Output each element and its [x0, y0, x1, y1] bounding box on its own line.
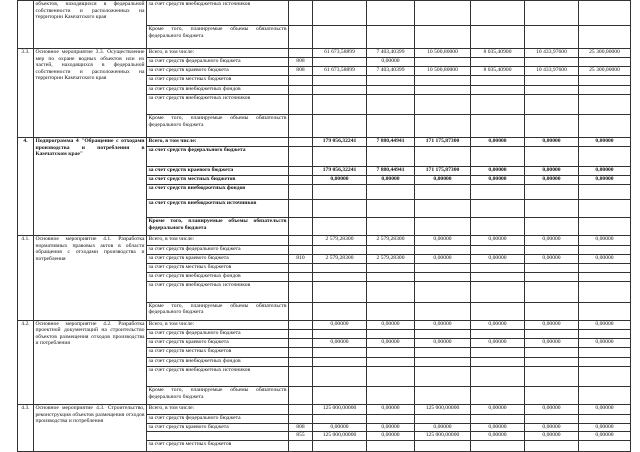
- funding-source: за счет средств внебюджетных источников: [147, 199, 289, 217]
- funding-source: за счет средств федерального бюджета: [147, 245, 289, 254]
- amount-cell: [471, 414, 525, 423]
- amount-cell: [471, 94, 525, 115]
- amount-cell: [313, 272, 367, 281]
- amount-cell: [471, 147, 525, 166]
- amount-cell: [471, 1, 525, 26]
- item-number: 4.: [18, 138, 34, 236]
- budget-code: [289, 184, 313, 199]
- amount-cell: [313, 245, 367, 254]
- budget-code: [289, 387, 313, 405]
- amount-cell: [471, 263, 525, 272]
- amount-cell: 0,00000: [525, 166, 579, 175]
- amount-cell: [415, 282, 471, 303]
- amount-cell: [579, 199, 631, 217]
- amount-cell: [525, 76, 579, 85]
- amount-cell: [579, 218, 631, 236]
- amount-cell: [471, 58, 525, 67]
- budget-code: 855: [289, 432, 313, 441]
- amount-cell: [525, 147, 579, 166]
- amount-cell: 125 000,00000: [415, 432, 471, 441]
- amount-cell: [525, 357, 579, 366]
- amount-cell: [415, 366, 471, 387]
- funding-source: за счет средств внебюджетных фондов: [147, 357, 289, 366]
- amount-cell: 125 000,00000: [415, 405, 471, 414]
- amount-cell: [525, 282, 579, 303]
- amount-cell: 7 880,44941: [367, 166, 415, 175]
- funding-source: за счет средств внебюджетных фондов: [147, 184, 289, 199]
- item-description: Подпрограмма 4 "Обращение с отходами производства и потребления в Камчатском крае": [34, 138, 147, 236]
- amount-cell: [313, 26, 367, 49]
- amount-cell: [415, 302, 471, 320]
- budget-code: [289, 94, 313, 115]
- budget-code: [289, 366, 313, 387]
- amount-cell: [471, 366, 525, 387]
- amount-cell: [415, 330, 471, 339]
- amount-cell: 171 175,87300: [415, 166, 471, 175]
- amount-cell: 2 579,28300: [367, 236, 415, 245]
- amount-cell: [415, 387, 471, 405]
- funding-source: Кроме того, планируемые объемы обязательств федерального бюджета: [147, 115, 289, 138]
- amount-cell: [415, 414, 471, 423]
- amount-cell: [579, 184, 631, 199]
- budget-code: 808: [289, 58, 313, 67]
- amount-cell: 0,00000: [367, 339, 415, 348]
- amount-cell: 0,00000: [415, 423, 471, 432]
- amount-cell: 0,00000: [471, 175, 525, 184]
- amount-cell: [471, 272, 525, 281]
- amount-cell: [313, 1, 367, 26]
- item-description: Основное мероприятие 4.2. Разработка проектной документаций на строительство объектов размещения отходов производства и потребления: [34, 320, 147, 405]
- budget-code: 808: [289, 423, 313, 432]
- amount-cell: [313, 441, 367, 452]
- amount-cell: 0,00000: [415, 339, 471, 348]
- budget-code: [289, 218, 313, 236]
- amount-cell: [367, 218, 415, 236]
- amount-cell: [415, 357, 471, 366]
- amount-cell: 0,00000: [471, 432, 525, 441]
- table-row: [18, 320, 631, 329]
- item-description: Основное мероприятие 4.3. Строительство, реконструкция объектов размещения отходов производства и потребления: [34, 405, 147, 452]
- amount-cell: [313, 184, 367, 199]
- amount-cell: [579, 1, 631, 26]
- funding-source: [147, 432, 289, 441]
- amount-cell: [313, 366, 367, 387]
- amount-cell: [367, 147, 415, 166]
- amount-cell: [579, 147, 631, 166]
- amount-cell: 61 673,58899: [313, 49, 367, 58]
- amount-cell: [367, 184, 415, 199]
- budget-code: [289, 330, 313, 339]
- amount-cell: 0,00000: [525, 432, 579, 441]
- amount-cell: 0,00000: [415, 254, 471, 263]
- item-number: 4.2.: [18, 320, 34, 405]
- amount-cell: [525, 272, 579, 281]
- amount-cell: [525, 245, 579, 254]
- amount-cell: [415, 263, 471, 272]
- amount-cell: [471, 387, 525, 405]
- amount-cell: [471, 184, 525, 199]
- amount-cell: 0,00000: [367, 175, 415, 184]
- amount-cell: 0,00000: [579, 166, 631, 175]
- item-description: объектов, находящихся в федеральной собственности и расположенных на территории Камчатского края: [34, 1, 147, 49]
- amount-cell: [313, 115, 367, 138]
- amount-cell: [313, 58, 367, 67]
- amount-cell: [525, 263, 579, 272]
- amount-cell: [313, 414, 367, 423]
- amount-cell: [579, 94, 631, 115]
- amount-cell: 0,00000: [471, 254, 525, 263]
- amount-cell: [579, 302, 631, 320]
- amount-cell: 0,00000: [579, 138, 631, 147]
- amount-cell: 171 175,87300: [415, 138, 471, 147]
- amount-cell: [415, 218, 471, 236]
- amount-cell: [471, 76, 525, 85]
- amount-cell: 0,00000: [313, 339, 367, 348]
- amount-cell: [367, 1, 415, 26]
- amount-cell: [367, 302, 415, 320]
- amount-cell: 61 673,58899: [313, 67, 367, 76]
- amount-cell: [415, 184, 471, 199]
- funding-source: за счет средств местных бюджетов: [147, 441, 289, 452]
- funding-source: за счет средств краевого бюджета: [147, 423, 289, 432]
- amount-cell: [525, 115, 579, 138]
- amount-cell: 7 403,40399: [367, 67, 415, 76]
- funding-source: за счет средств внебюджетных фондов: [147, 85, 289, 94]
- table-row: [18, 49, 631, 58]
- amount-cell: 0,00000: [579, 423, 631, 432]
- amount-cell: [471, 357, 525, 366]
- funding-source: за счет средств краевого бюджета: [147, 67, 289, 76]
- amount-cell: 0,00000: [579, 339, 631, 348]
- budget-code: [289, 441, 313, 452]
- funding-source: за счет средств федерального бюджета: [147, 147, 289, 166]
- amount-cell: 0,00000: [525, 423, 579, 432]
- amount-cell: [579, 85, 631, 94]
- budget-code: [289, 49, 313, 58]
- amount-cell: [367, 85, 415, 94]
- amount-cell: [525, 330, 579, 339]
- amount-cell: [367, 199, 415, 217]
- amount-cell: 8 035,40900: [471, 67, 525, 76]
- funding-source: за счет средств краевого бюджета: [147, 254, 289, 263]
- funding-source: за счет средств федерального бюджета: [147, 58, 289, 67]
- budget-code: [289, 199, 313, 217]
- amount-cell: 0,00000: [313, 320, 367, 329]
- table-row: [18, 236, 631, 245]
- amount-cell: 0,00000: [525, 339, 579, 348]
- amount-cell: 0,00000: [415, 236, 471, 245]
- amount-cell: 10 500,80000: [415, 49, 471, 58]
- amount-cell: 7 880,44941: [367, 138, 415, 147]
- amount-cell: [579, 245, 631, 254]
- amount-cell: [367, 414, 415, 423]
- amount-cell: [471, 115, 525, 138]
- funding-source: Всего, в том числе:: [147, 405, 289, 414]
- amount-cell: [367, 76, 415, 85]
- amount-cell: 179 056,32241: [313, 166, 367, 175]
- funding-source: за счет средств внебюджетных источников: [147, 1, 289, 26]
- funding-source: Всего, в том числе:: [147, 138, 289, 147]
- funding-source: Кроме того, планируемые объемы обязательств федерального бюджета: [147, 26, 289, 49]
- amount-cell: 7 403,40399: [367, 49, 415, 58]
- funding-source: за счет средств внебюджетных источников: [147, 94, 289, 115]
- amount-cell: [471, 302, 525, 320]
- amount-cell: [471, 348, 525, 357]
- amount-cell: [579, 441, 631, 452]
- amount-cell: 0,00000: [525, 138, 579, 147]
- amount-cell: [525, 94, 579, 115]
- amount-cell: [579, 58, 631, 67]
- amount-cell: [415, 441, 471, 452]
- amount-cell: [367, 272, 415, 281]
- budget-code: [289, 348, 313, 357]
- amount-cell: [415, 26, 471, 49]
- amount-cell: [367, 387, 415, 405]
- amount-cell: 2 579,28300: [313, 254, 367, 263]
- amount-cell: [313, 76, 367, 85]
- amount-cell: 0,00000: [471, 339, 525, 348]
- amount-cell: [367, 330, 415, 339]
- funding-source: за счет средств местных бюджетов: [147, 175, 289, 184]
- amount-cell: [471, 441, 525, 452]
- amount-cell: [471, 282, 525, 303]
- funding-source: за счет средств местных бюджетов: [147, 263, 289, 272]
- amount-cell: [367, 366, 415, 387]
- amount-cell: [313, 199, 367, 217]
- funding-source: за счет средств краевого бюджета: [147, 166, 289, 175]
- amount-cell: [579, 348, 631, 357]
- amount-cell: 0,00000: [367, 320, 415, 329]
- funding-source: за счет средств внебюджетных фондов: [147, 272, 289, 281]
- amount-cell: [471, 245, 525, 254]
- amount-cell: [525, 348, 579, 357]
- budget-code: [289, 147, 313, 166]
- budget-code: [289, 302, 313, 320]
- amount-cell: [579, 76, 631, 85]
- budget-code: [289, 282, 313, 303]
- amount-cell: [415, 1, 471, 26]
- budget-code: 810: [289, 254, 313, 263]
- amount-cell: [313, 147, 367, 166]
- amount-cell: [415, 76, 471, 85]
- budget-code: [289, 320, 313, 329]
- amount-cell: [415, 147, 471, 166]
- amount-cell: [313, 348, 367, 357]
- amount-cell: [313, 357, 367, 366]
- budget-code: [289, 236, 313, 245]
- amount-cell: [579, 387, 631, 405]
- amount-cell: 2 579,28300: [367, 254, 415, 263]
- amount-cell: 0,00000: [579, 405, 631, 414]
- budget-code: [289, 76, 313, 85]
- amount-cell: [367, 115, 415, 138]
- amount-cell: [313, 330, 367, 339]
- amount-cell: 0,00000: [471, 423, 525, 432]
- budget-code: [289, 405, 313, 414]
- budget-code: [289, 166, 313, 175]
- amount-cell: 0,00000: [579, 236, 631, 245]
- amount-cell: [471, 26, 525, 49]
- amount-cell: 0,00000: [367, 58, 415, 67]
- amount-cell: 0,00000: [471, 236, 525, 245]
- amount-cell: [415, 94, 471, 115]
- amount-cell: [579, 26, 631, 49]
- amount-cell: [471, 218, 525, 236]
- amount-cell: 0,00000: [415, 175, 471, 184]
- item-number: 4.3.: [18, 405, 34, 452]
- amount-cell: 0,00000: [579, 254, 631, 263]
- budget-code: [289, 414, 313, 423]
- amount-cell: [579, 366, 631, 387]
- amount-cell: 10 433,97600: [525, 67, 579, 76]
- amount-cell: 125 000,00000: [313, 432, 367, 441]
- amount-cell: [525, 302, 579, 320]
- amount-cell: 0,00000: [471, 405, 525, 414]
- amount-cell: 0,00000: [313, 423, 367, 432]
- amount-cell: [415, 348, 471, 357]
- amount-cell: 8 035,40900: [471, 49, 525, 58]
- amount-cell: [525, 58, 579, 67]
- amount-cell: 0,00000: [525, 405, 579, 414]
- amount-cell: [367, 357, 415, 366]
- amount-cell: 25 300,00000: [579, 67, 631, 76]
- budget-code: [289, 1, 313, 26]
- amount-cell: [367, 348, 415, 357]
- amount-cell: [367, 245, 415, 254]
- funding-source: за счет средств местных бюджетов: [147, 348, 289, 357]
- amount-cell: [471, 199, 525, 217]
- budget-code: 808: [289, 67, 313, 76]
- amount-cell: 0,00000: [525, 320, 579, 329]
- amount-cell: 0,00000: [579, 432, 631, 441]
- amount-cell: 25 300,00000: [579, 49, 631, 58]
- amount-cell: 0,00000: [367, 405, 415, 414]
- item-number: 3.3.: [18, 49, 34, 138]
- amount-cell: [525, 1, 579, 26]
- budget-code: [289, 26, 313, 49]
- amount-cell: [579, 414, 631, 423]
- amount-cell: [525, 441, 579, 452]
- funding-source: Кроме того, планируемые объемы обязательств федерального бюджета: [147, 302, 289, 320]
- table-row: [18, 138, 631, 147]
- funding-source: Всего, в том числе:: [147, 236, 289, 245]
- budget-code: [289, 138, 313, 147]
- amount-cell: 0,00000: [415, 320, 471, 329]
- amount-cell: [525, 218, 579, 236]
- amount-cell: [367, 282, 415, 303]
- amount-cell: 2 579,28300: [313, 236, 367, 245]
- funding-source: Всего, в том числе:: [147, 320, 289, 329]
- amount-cell: 179 056,32241: [313, 138, 367, 147]
- budget-code: [289, 339, 313, 348]
- amount-cell: [471, 85, 525, 94]
- amount-cell: 0,00000: [525, 175, 579, 184]
- table-row: [18, 405, 631, 414]
- amount-cell: [525, 414, 579, 423]
- amount-cell: 0,00000: [525, 236, 579, 245]
- amount-cell: 0,00000: [525, 254, 579, 263]
- item-number: [18, 1, 34, 49]
- amount-cell: [367, 263, 415, 272]
- amount-cell: 0,00000: [367, 432, 415, 441]
- table-row: [18, 1, 631, 26]
- amount-cell: [367, 26, 415, 49]
- amount-cell: [313, 85, 367, 94]
- funding-source: за счет средств федерального бюджета: [147, 330, 289, 339]
- funding-source: за счет средств краевого бюджета: [147, 339, 289, 348]
- funding-source: за счет средств внебюджетных источников: [147, 366, 289, 387]
- amount-cell: 0,00000: [579, 175, 631, 184]
- funding-source: за счет средств федерального бюджета: [147, 414, 289, 423]
- amount-cell: [579, 115, 631, 138]
- amount-cell: [313, 94, 367, 115]
- funding-source: Всего, в том числе:: [147, 49, 289, 58]
- amount-cell: 10 433,97600: [525, 49, 579, 58]
- funding-source: Кроме того, планируемые объемы обязательств федерального бюджета: [147, 387, 289, 405]
- budget-code: [289, 245, 313, 254]
- amount-cell: [525, 366, 579, 387]
- item-number: 4.1.: [18, 236, 34, 321]
- budget-code: [289, 175, 313, 184]
- amount-cell: [313, 218, 367, 236]
- budget-code: [289, 263, 313, 272]
- amount-cell: [525, 199, 579, 217]
- amount-cell: 0,00000: [313, 175, 367, 184]
- amount-cell: 125 000,00000: [313, 405, 367, 414]
- amount-cell: [579, 330, 631, 339]
- amount-cell: [415, 245, 471, 254]
- amount-cell: [367, 441, 415, 452]
- amount-cell: [415, 272, 471, 281]
- amount-cell: [415, 58, 471, 67]
- amount-cell: [525, 387, 579, 405]
- amount-cell: [525, 184, 579, 199]
- budget-table: [17, 0, 631, 452]
- item-description: Основное мероприятие 3.3. Осуществление мер по охране водных объектов или их частей, находящихся в федеральной собственности и расположенных на территории Камчатского края: [34, 49, 147, 138]
- amount-cell: [415, 85, 471, 94]
- amount-cell: 0,00000: [367, 423, 415, 432]
- amount-cell: [415, 199, 471, 217]
- amount-cell: [525, 26, 579, 49]
- amount-cell: [579, 357, 631, 366]
- item-description: Основное мероприятие 4.1. Разработка нормативных правовых актов в области обращения с отходами производства и потребления: [34, 236, 147, 321]
- budget-code: [289, 357, 313, 366]
- amount-cell: [525, 85, 579, 94]
- budget-code: [289, 115, 313, 138]
- funding-source: Кроме того, планируемые объемы обязательств федерального бюджета: [147, 218, 289, 236]
- amount-cell: [471, 330, 525, 339]
- amount-cell: 0,00000: [579, 320, 631, 329]
- amount-cell: 0,00000: [471, 138, 525, 147]
- amount-cell: [313, 282, 367, 303]
- amount-cell: [579, 263, 631, 272]
- amount-cell: [313, 263, 367, 272]
- funding-source: за счет средств местных бюджетов: [147, 76, 289, 85]
- amount-cell: [579, 272, 631, 281]
- amount-cell: 10 500,80000: [415, 67, 471, 76]
- amount-cell: [313, 387, 367, 405]
- amount-cell: 0,00000: [471, 166, 525, 175]
- amount-cell: [367, 94, 415, 115]
- amount-cell: [415, 115, 471, 138]
- amount-cell: 0,00000: [471, 320, 525, 329]
- amount-cell: [579, 282, 631, 303]
- amount-cell: [313, 302, 367, 320]
- budget-code: [289, 272, 313, 281]
- funding-source: за счет средств внебюджетных источников: [147, 282, 289, 303]
- budget-code: [289, 85, 313, 94]
